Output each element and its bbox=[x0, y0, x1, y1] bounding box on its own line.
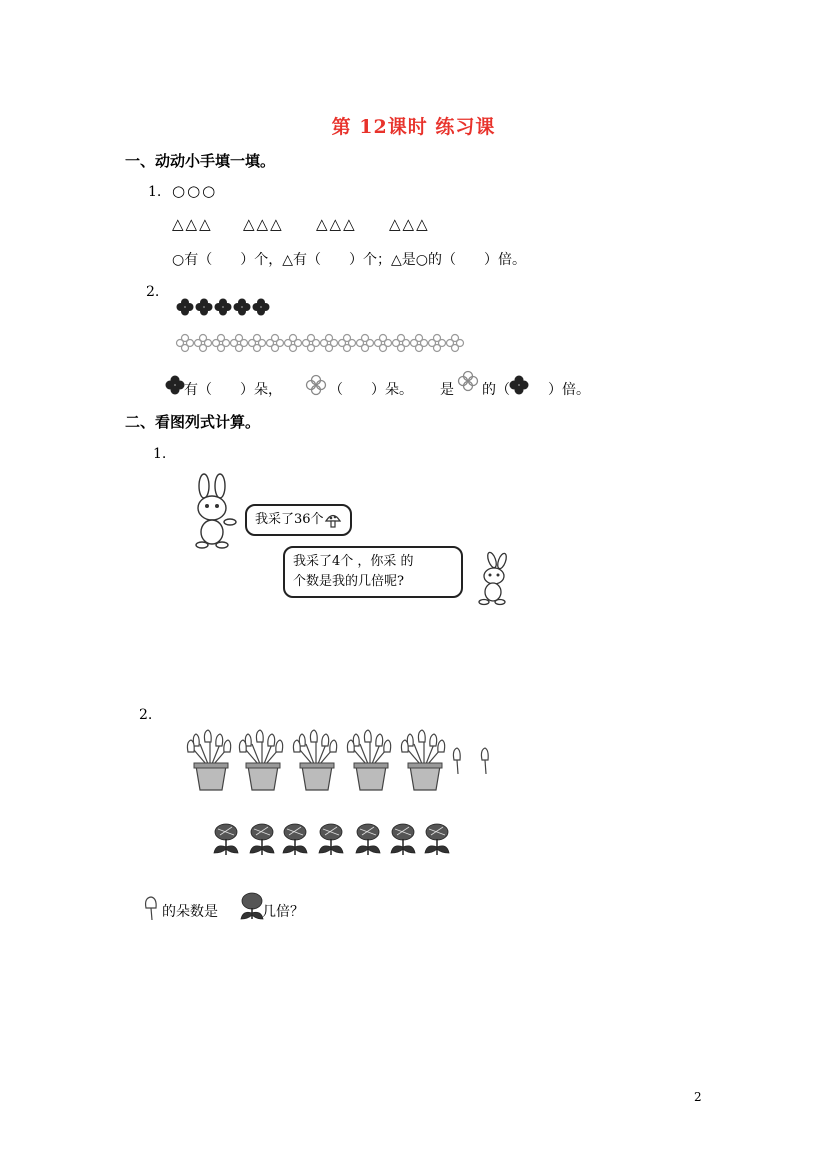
circles-row: ○○○ bbox=[172, 182, 218, 200]
black-clover-row bbox=[176, 296, 276, 318]
s2-q2-number: 2. bbox=[139, 707, 153, 723]
black-clover-icon bbox=[506, 373, 532, 397]
light-flower-row bbox=[176, 333, 461, 353]
rabbit-illustration bbox=[186, 474, 242, 550]
q1-fill-text: ○有（ ）个，△有（ ）个；△是○的（ ）倍。 bbox=[172, 252, 526, 268]
s2-q1-number: 1. bbox=[153, 446, 167, 462]
speech-bubble-1 bbox=[245, 504, 352, 536]
section1-heading: 一、动动小手填一填。 bbox=[125, 152, 276, 170]
triangle-group-2: △△△ bbox=[243, 215, 284, 233]
light-flower-icon bbox=[455, 369, 481, 393]
tulip-icon bbox=[141, 896, 163, 922]
q2-text-3: 是 bbox=[440, 382, 454, 398]
page-number: 2 bbox=[694, 1090, 702, 1104]
bubble2-line2: 个数是我的几倍呢? bbox=[293, 574, 404, 589]
q2-text-2: （ ）朵。 bbox=[329, 382, 413, 398]
chrysanthemum-row bbox=[212, 821, 452, 861]
mushroom-icon bbox=[324, 512, 342, 528]
triangle-group-4: △△△ bbox=[389, 215, 430, 233]
speech-bubble-2 bbox=[283, 546, 463, 598]
triangle-group-1: △△△ bbox=[172, 215, 213, 233]
q1-number: 1. bbox=[148, 184, 162, 200]
bubble2-line1: 我采了4个 ，你采 的 bbox=[293, 554, 414, 569]
q2-text-4: 的（ bbox=[482, 382, 510, 398]
rabbit-illustration bbox=[470, 552, 514, 608]
tulip-pots-row bbox=[186, 730, 506, 794]
q2-text-5: ）倍。 bbox=[548, 382, 590, 398]
triangle-group-3: △△△ bbox=[316, 215, 357, 233]
q2-text-1: 有（ ）朵， bbox=[184, 382, 282, 398]
bubble1-text: 我采了36个 bbox=[255, 512, 324, 527]
final-question-part2: 几倍？ bbox=[262, 904, 304, 920]
light-flower-icon bbox=[303, 373, 329, 397]
final-question-part1: 的朵数是 bbox=[162, 904, 218, 920]
page-title: 第 12课时 练习课 bbox=[331, 116, 496, 138]
q2-number: 2. bbox=[146, 284, 160, 300]
section2-heading: 二、看图列式计算。 bbox=[125, 413, 261, 431]
